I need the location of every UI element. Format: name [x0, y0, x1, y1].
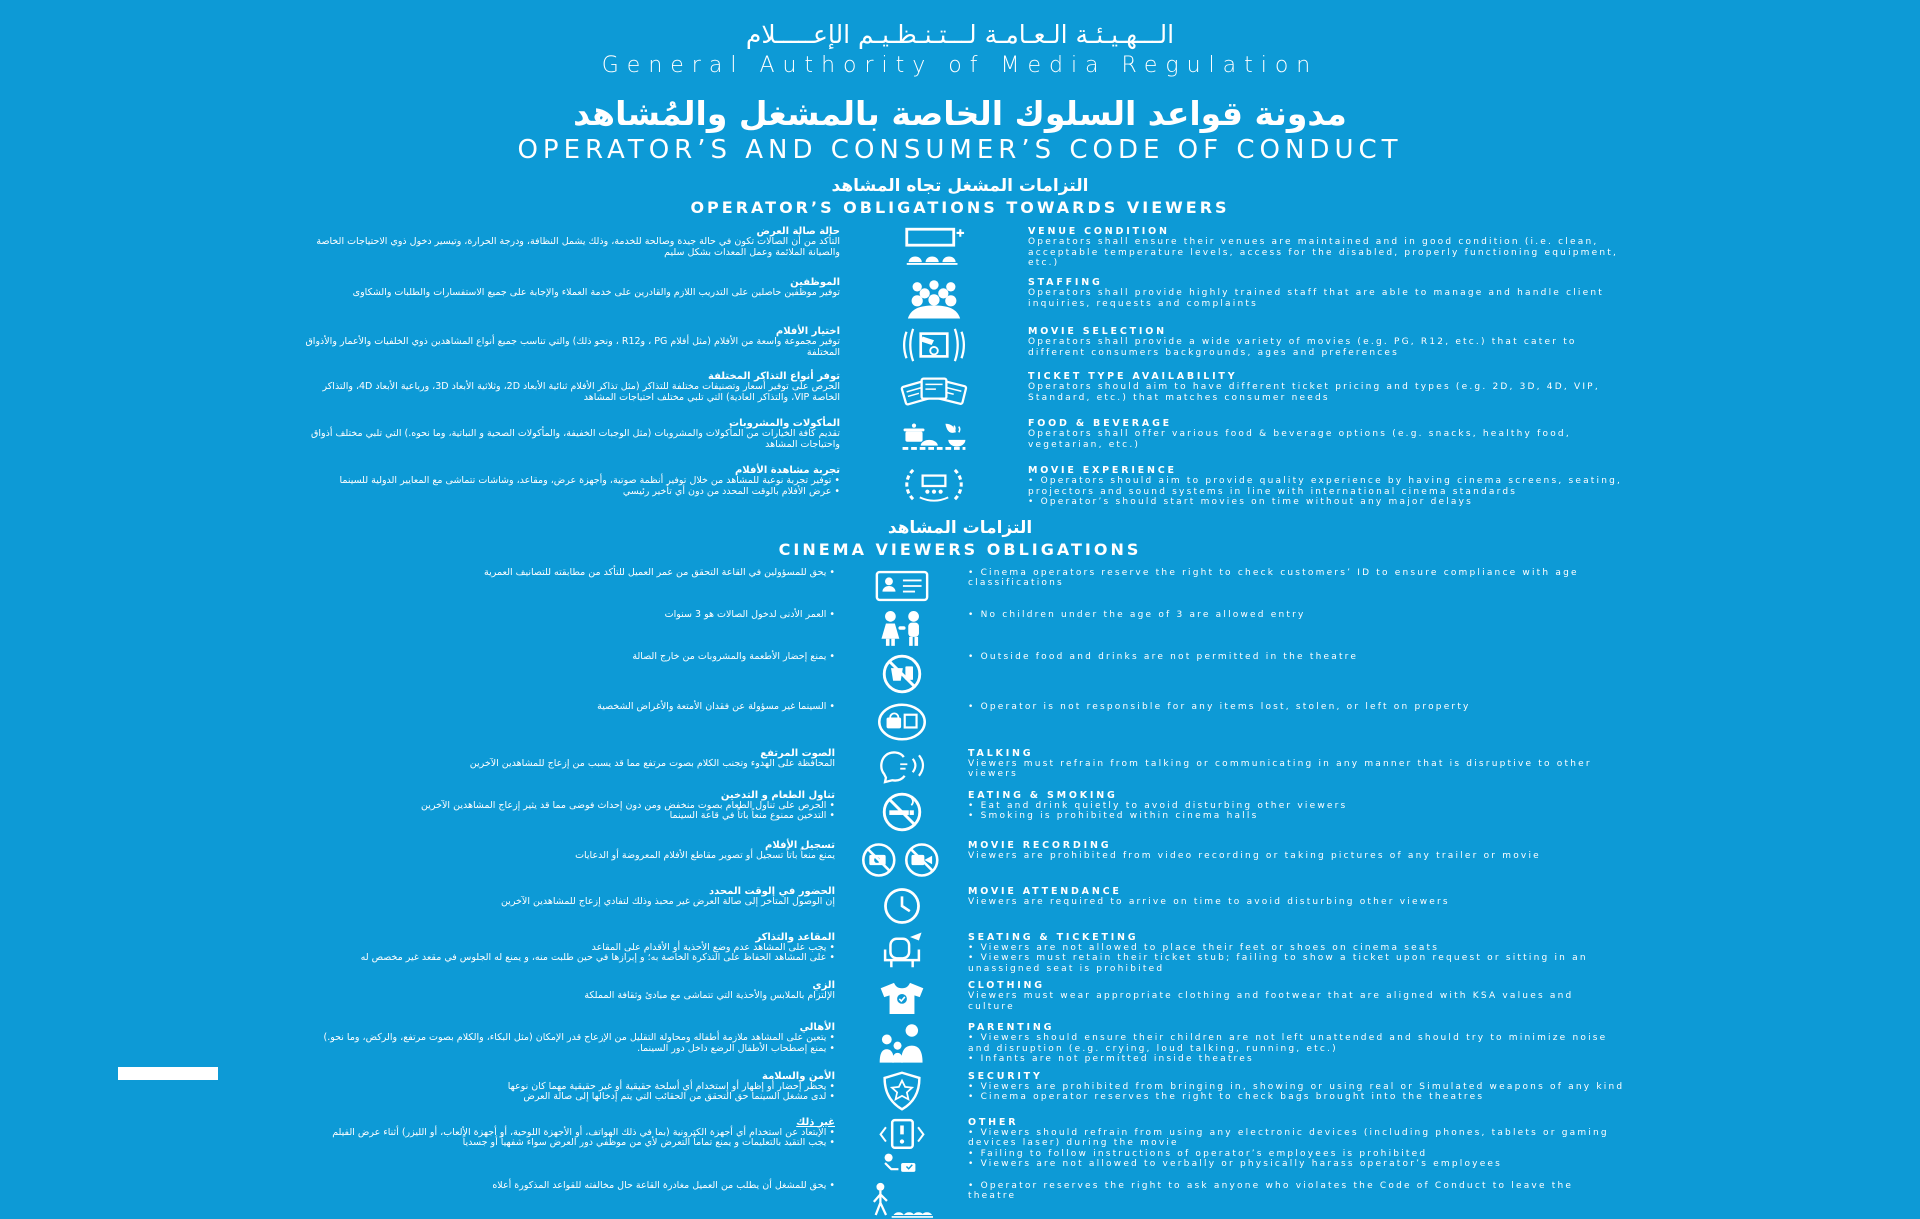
arabic-text	[295, 1071, 835, 1111]
talking-icon	[849, 748, 954, 784]
english-text	[1028, 465, 1625, 508]
english-rule-line: Operators shall provide highly trained staff that are able to manage and handle client inquiries, requests and complaints	[1028, 288, 1604, 309]
no-outside-food-icon	[849, 652, 954, 696]
arabic-rule-title: الصوت المرتفع	[760, 747, 835, 759]
leave-theatre-icon	[849, 1181, 954, 1219]
english-rule-line: Viewers must wear appropriate clothing and footwear that are aligned with KSA values and culture	[968, 991, 1574, 1012]
corner-mark	[118, 1067, 218, 1080]
english-rule-line: Operators shall offer various food & beverage options (e.g. snacks, healthy food, vegetarian, etc.)	[1028, 429, 1571, 450]
english-rule-title: STAFFING	[1028, 277, 1103, 288]
obligation-row	[295, 980, 1625, 1016]
movie-clapper-icon	[854, 326, 1014, 364]
english-rule-line: • Viewers are not allowed to place their feet or shoes on cinema seats	[968, 942, 1440, 953]
english-rule-title: MOVIE RECORDING	[968, 839, 1112, 851]
arabic-text	[295, 1022, 835, 1065]
english-text	[968, 610, 1625, 646]
children-icon	[849, 610, 954, 646]
english-text	[968, 886, 1625, 926]
obligation-row	[295, 226, 1625, 270]
arabic-text	[295, 277, 840, 319]
english-rule-line: • Viewers should ensure their children are not left unattended and should try to minimize noise and disruption (e.g. crying, loud talking, running, etc.)	[968, 1033, 1608, 1054]
english-rule-line: • Eat and drink quietly to avoid disturbing other viewers	[968, 800, 1348, 811]
arabic-rule-title: الحضور في الوقت المحدد	[709, 885, 835, 897]
english-rule-title: FOOD & BEVERAGE	[1028, 418, 1172, 429]
cinema-seat-icon	[849, 932, 954, 974]
arabic-rule-line: • عرض الأفلام بالوقت المحدد من دون أي تأخير رئيسي	[622, 485, 840, 497]
arabic-rule-line: • السينما غير مسؤولة عن فقدان الأمتعة والأغراض الشخصية	[597, 700, 835, 712]
arabic-text	[295, 932, 835, 975]
arabic-text	[295, 418, 840, 458]
arabic-rule-line: • الإبتعاد عن استخدام أي أجهزة الكترونية (بما في ذلك الهواتف، أو الأجهزة اللوحية، أو أجهزة الألعاب، أو الليزر) أثناء عرض الفيلم	[332, 1126, 835, 1138]
arabic-text	[295, 371, 840, 411]
english-rule-line: • Operator reserves the right to ask anyone who violates the Code of Conduct to leave the theatre	[968, 1180, 1574, 1201]
arabic-text	[295, 1181, 835, 1219]
obligation-row	[295, 1181, 1625, 1219]
english-rule-line: Operators should aim to have different ticket pricing and types (e.g. 2D, 3D, 4D, VIP, Standard, etc.) that matches consumer needs	[1028, 382, 1600, 403]
arabic-text	[295, 840, 835, 880]
arabic-rule-line: • الحرص على تناول الطعام بصوت منخفض ومن دون إحداث فوضى مما قد يثير إزعاج المشاهدين الآخرين	[421, 799, 835, 811]
arabic-rule-line: • يمنع إحضار الأطعمة والمشروبات من خارج الصالة	[632, 650, 835, 662]
poster-title	[295, 95, 1625, 166]
arabic-text	[295, 702, 835, 742]
obligation-row	[295, 790, 1625, 834]
arabic-rule-line: • يحظر إحضار أو إظهار أو إستخدام أي أسلحة حقيقية أو غير حقيقية مهما كان نوعها	[507, 1080, 835, 1092]
english-text	[968, 840, 1625, 880]
obligation-row	[295, 610, 1625, 646]
english-text	[968, 1022, 1625, 1065]
arabic-rule-line: • يجب التقيد بالتعليمات و يمنع تماماً التعرض لأي من موظفي دور العرض سواء شفهياً أو جسدياً	[462, 1137, 835, 1148]
arabic-text	[295, 748, 835, 784]
no-recording-icon	[849, 840, 954, 880]
english-rule-title: TICKET TYPE AVAILABILITY	[1028, 371, 1238, 382]
english-rule-line: • Smoking is prohibited within cinema halls	[968, 811, 1259, 821]
english-rule-line: Operators shall provide a wide variety of movies (e.g. PG, R12, etc.) that cater to different consumers backgrounds, ages and preferences	[1028, 337, 1577, 358]
arabic-rule-line: إن الوصول المتأخر إلى صالة العرض غير محبذ وذلك لتفادي إزعاج للمشاهدين الآخرين	[500, 895, 835, 907]
obligation-row	[295, 652, 1625, 696]
cinema-screen-icon	[854, 226, 1014, 270]
english-rule-title: MOVIE ATTENDANCE	[968, 885, 1122, 897]
english-rule-line: • Viewers are not allowed to verbally or physically harass operator’s employees	[968, 1159, 1503, 1169]
poster-title-arabic: مدونة قواعد السلوك الخاصة بالمشغل والمُشاهد	[573, 94, 1347, 133]
viewer-heading-arabic: التزامات المشاهد	[887, 517, 1033, 538]
english-text	[1028, 418, 1625, 458]
english-text	[968, 748, 1625, 784]
obligation-row	[295, 748, 1625, 784]
obligation-row	[295, 465, 1625, 508]
arabic-rule-title: تسجيل الأفلام	[765, 839, 835, 851]
id-card-icon	[849, 568, 954, 604]
english-rule-line: • No children under the age of 3 are allowed entry	[968, 609, 1306, 620]
arabic-rule-line: • على المشاهد الحفاظ على التذكرة الخاصة به؛ و إبرازها في حين طلبت منه، و يمنع له الجلوس في مقعد غير مخصص له	[360, 952, 835, 963]
arabic-rule-line: تقديم كافة الخيارات من المأكولات والمشروبات (مثل الوجبات الخفيفة، والمأكولات الصحية و النباتية، وما نحوه.) التي تلبي مختلف أذواق واحتياجات المشاهد	[311, 428, 840, 450]
obligation-row	[295, 568, 1625, 604]
english-rule-title: SECURITY	[968, 1070, 1043, 1082]
clock-icon	[849, 886, 954, 926]
english-rule-line: • Operator’s should start movies on time without any major delays	[1028, 497, 1474, 507]
arabic-text	[295, 790, 835, 834]
arabic-rule-title: الأمن والسلامة	[762, 1070, 835, 1082]
english-rule-line: • Viewers should refrain from using any electronic devices (including phones, tablets or gaming devices laser) during the movie	[968, 1127, 1609, 1148]
english-rule-line: • Infants are not permitted inside theatres	[968, 1054, 1254, 1064]
arabic-rule-line: • توفير تجربة نوعية للمشاهد من خلال توفير أنظمة صوتية، وأجهزة عرض، ومقاعد، وشاشات تتماشى مع المعايير الدولية للسينما	[339, 475, 840, 486]
operator-heading-arabic: التزامات المشغل تجاه المشاهد	[831, 176, 1089, 196]
arabic-rule-line: • يحق للمسؤولين في القاعة التحقق من عمر العميل للتأكد من مطابقته للتصانيف العمرية	[484, 566, 835, 578]
arabic-rule-title: المأكولات والمشروبات	[729, 418, 840, 429]
operator-obligations-list	[295, 226, 1625, 508]
arabic-rule-line: التأكد من أن الصالات تكون في حالة جيدة وصالحة للخدمة، وذلك يشمل النظافة، ودرجة الحرارة، وتيسير دخول ذوي الاحتياجات الخاصة والصيانة الملائمة وعمل المعدات بشكل سليم	[316, 236, 840, 258]
english-rule-line: Viewers are prohibited from video recording or taking pictures of any trailer or movie	[968, 850, 1541, 861]
authority-logo	[295, 20, 1625, 79]
obligation-row	[295, 371, 1625, 411]
tshirt-icon	[849, 980, 954, 1016]
english-rule-title: PARENTING	[968, 1022, 1055, 1033]
english-text	[968, 980, 1625, 1016]
obligation-row	[295, 932, 1625, 975]
obligation-row	[295, 1117, 1625, 1175]
english-text	[1028, 277, 1625, 319]
english-text	[1028, 326, 1625, 364]
electronic-devices-icon	[849, 1117, 954, 1175]
english-rule-line: • Operators should aim to provide quality experience by having cinema screens, seating, projectors and sound systems in line with international cinema standards	[1028, 476, 1623, 497]
english-rule-line: Viewers are required to arrive on time to avoid disturbing other viewers	[968, 896, 1450, 907]
arabic-text	[295, 1117, 835, 1175]
english-rule-line: • Viewers must retain their ticket stub; failing to show a ticket upon request or sitting in an unassigned seat is prohibited	[968, 953, 1588, 974]
security-shield-icon	[849, 1071, 954, 1111]
code-of-conduct-poster	[295, 0, 1625, 1219]
arabic-rule-line: توفير مجموعة واسعة من الأفلام (مثل أفلام PG ، وR12 ، ونحو ذلك) والتي تناسب جميع أنواع المشاهدين ذوي الخلفيات والأعمار والأذواق المختلفة	[305, 336, 840, 358]
arabic-text	[295, 980, 835, 1016]
english-text	[968, 702, 1625, 742]
poster-title-english: OPERATOR’S AND CONSUMER’S CODE OF CONDUCT	[517, 135, 1403, 165]
authority-name-english: General Authority of Media Regulation	[601, 53, 1319, 78]
viewer-heading-english: CINEMA VIEWERS OBLIGATIONS	[778, 539, 1142, 559]
arabic-rule-line: توفير موظفين حاصلين على التدريب اللازم والقادرين على خدمة العملاء والإجابة على جميع الاستفسارات والطلبات والشكاوى	[352, 287, 840, 298]
arabic-rule-title: المقاعد والتذاكر	[755, 931, 835, 943]
english-rule-title: SEATING & TICKETING	[968, 931, 1139, 943]
viewer-obligations-list	[295, 568, 1625, 1219]
english-rule-title: TALKING	[968, 747, 1034, 759]
arabic-rule-line: • العمر الأدنى لدخول الصالات هو 3 سنوات	[664, 608, 835, 620]
english-text	[968, 1071, 1625, 1111]
obligation-row	[295, 1071, 1625, 1111]
laurel-screen-icon	[854, 467, 1014, 505]
arabic-text	[295, 226, 840, 270]
arabic-text	[295, 886, 835, 926]
english-rule-title: CLOTHING	[968, 980, 1045, 991]
arabic-rule-title: تجربة مشاهدة الأفلام	[734, 465, 840, 476]
english-text	[968, 932, 1625, 975]
tickets-icon	[854, 371, 1014, 411]
english-rule-line: • Outside food and drinks are not permitted in the theatre	[968, 651, 1359, 662]
english-rule-line: • Operator is not responsible for any items lost, stolen, or left on property	[968, 701, 1471, 712]
english-rule-line: • Viewers are prohibited from bringing in, showing or using real or Simulated weapons of any kind	[968, 1081, 1625, 1092]
arabic-rule-line: المحافظة على الهدوء وتجنب الكلام بصوت مرتفع مما قد يسبب من إزعاج للمشاهدين الآخرين	[469, 757, 835, 769]
english-rule-title: VENUE CONDITION	[1028, 226, 1170, 237]
authority-name-arabic: الـــهـيـئـة الـعـامـة لـــتـنـظـيـم الإعـــــلام	[745, 20, 1175, 49]
operator-heading-english: OPERATOR’S OBLIGATIONS TOWARDS VIEWERS	[690, 198, 1230, 217]
no-smoking-icon	[849, 790, 954, 834]
english-rule-title: OTHER	[968, 1116, 1019, 1128]
obligation-row	[295, 1022, 1625, 1065]
english-text	[1028, 226, 1625, 270]
english-rule-line: Operators shall ensure their venues are maintained and in good condition (i.e. clean, acceptable temperature levels, access for the disabled, properly functioning equipment, etc.)	[1028, 237, 1619, 268]
viewer-section-heading	[295, 518, 1625, 560]
obligation-row	[295, 840, 1625, 880]
arabic-rule-title: اختيار الأفلام	[775, 326, 840, 337]
arabic-rule-line: • التدخين ممنوع منعاً باتاً في قاعة السينما	[669, 810, 835, 821]
food-beverage-icon	[854, 418, 1014, 458]
arabic-rule-line: • يتعين على المشاهد ملازمة أطفاله ومحاولة التقليل من الإزعاج قدر الإمكان (مثل البكاء، والكلام بصوت مرتفع، والركض، وما نحو.)	[323, 1032, 835, 1043]
operator-section-heading	[295, 176, 1625, 218]
arabic-text	[295, 568, 835, 604]
english-rule-line: • Cinema operator reserves the right to check bags brought into the theatres	[968, 1092, 1485, 1102]
arabic-rule-line: • يحق للمشغل أن يطلب من العميل مغادرة القاعة حال مخالفته للقواعد المذكورة أعلاه	[492, 1179, 835, 1191]
arabic-rule-title: تناول الطعام و التدخين	[720, 789, 835, 801]
obligation-row	[295, 702, 1625, 742]
arabic-rule-line: • لدى مشغل السينما حق التحقق من الحقائب التي يتم إدخالها إلى صالة العرض	[523, 1091, 835, 1102]
staff-group-icon	[854, 277, 1014, 319]
arabic-rule-title: الأهالي	[799, 1022, 835, 1033]
english-text	[1028, 371, 1625, 411]
arabic-text	[295, 652, 835, 696]
english-rule-line: • Cinema operators reserve the right to check customers’ ID to ensure compliance with age classifications	[968, 567, 1579, 588]
arabic-rule-title: الزي	[812, 980, 835, 991]
english-text	[968, 652, 1625, 696]
arabic-rule-line: • يجب على المشاهد عدم وضع الأحذية أو الأقدام على المقاعد	[591, 941, 835, 953]
arabic-rule-line: يمنع منعاً باتاً تسجيل أو تصوير مقاطع الأفلام المعروضة أو الدعايات	[575, 849, 835, 861]
obligation-row	[295, 326, 1625, 364]
arabic-rule-line: • يمنع إصطحاب الأطفال الرضع داخل دور السينما.	[637, 1042, 835, 1054]
english-text	[968, 790, 1625, 834]
obligation-row	[295, 886, 1625, 926]
arabic-rule-title: غير ذلك	[796, 1116, 835, 1128]
arabic-rule-title: الموظفين	[790, 277, 840, 288]
arabic-rule-line: الإلتزام بالملابس والأحذية التي تتماشى مع مبادئ وثقافة المملكة	[584, 990, 835, 1001]
lost-items-icon	[849, 702, 954, 742]
english-text	[968, 568, 1625, 604]
english-rule-title: MOVIE SELECTION	[1028, 326, 1167, 337]
english-rule-line: Viewers must refrain from talking or communicating in any manner that is disruptive to other viewers	[968, 758, 1592, 779]
obligation-row	[295, 418, 1625, 458]
arabic-text	[295, 610, 835, 646]
arabic-text	[295, 326, 840, 364]
arabic-rule-title: حالة صالة العرض	[756, 226, 840, 237]
obligation-row	[295, 277, 1625, 319]
parenting-icon	[849, 1023, 954, 1063]
english-text	[968, 1117, 1625, 1175]
english-text	[968, 1181, 1625, 1219]
arabic-rule-title: توفر أنواع التذاكر المختلفة	[708, 371, 840, 382]
english-rule-line: • Failing to follow instructions of operator’s employees is prohibited	[968, 1148, 1428, 1159]
arabic-rule-line: الحرص على توفير أسعار وتصنيفات مختلفة للتذاكر (مثل تذاكر الأفلام ثنائية الأبعاد 2D، وثلاثية الأبعاد 3D، ورباعية الأبعاد 4D، والتذاكر الخاصة VIP، والتذاكر العادية) التي تلبي مختلف احتياجات المشاهد	[322, 381, 840, 403]
arabic-text	[295, 465, 840, 508]
english-rule-title: EATING & SMOKING	[968, 789, 1118, 801]
english-rule-title: MOVIE EXPERIENCE	[1028, 465, 1177, 476]
